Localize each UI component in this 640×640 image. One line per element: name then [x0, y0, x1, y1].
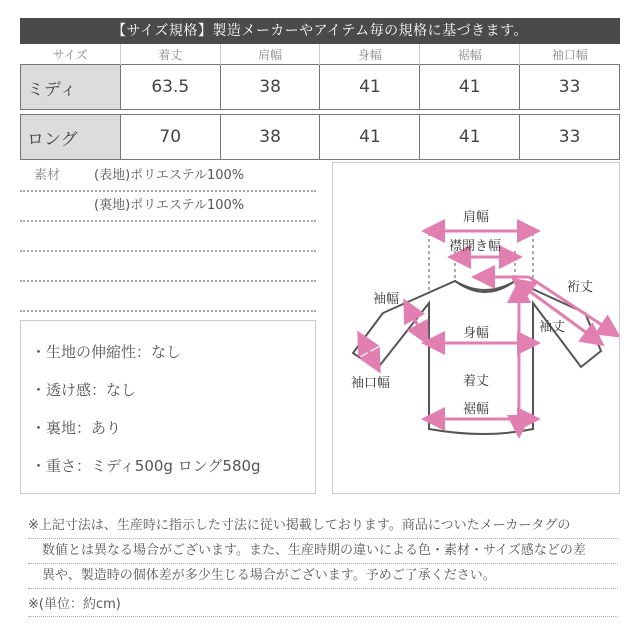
cell-hem-width: 41: [420, 115, 520, 160]
material-section: [20, 162, 316, 312]
material-lining: (裏地)ポリエステル100%: [94, 198, 245, 213]
row-label: ミディ: [21, 65, 121, 110]
property-sheerness: ・透け感：なし: [31, 381, 137, 399]
property-stretch: ・生地の伸縮性：なし: [31, 343, 182, 361]
label-neck-width: 襟開き幅: [449, 239, 502, 254]
size-table-header-row: [21, 44, 620, 65]
col-header-hem-width: 裾幅: [420, 44, 520, 65]
cell-hem-width: 41: [420, 65, 520, 110]
unit-note: ※(単位：約cm): [28, 594, 618, 617]
garment-diagram-svg: [333, 163, 619, 493]
cell-length: 63.5: [120, 65, 220, 110]
label-shoulder: 肩幅: [463, 210, 490, 225]
cell-shoulder: 38: [220, 65, 320, 110]
col-header-cuff-width: 袖口幅: [520, 44, 620, 65]
material-label: 素材: [34, 168, 61, 183]
cell-length: 70: [120, 115, 220, 160]
properties-box: [20, 320, 316, 494]
material-line: [20, 192, 316, 222]
measurement-diagram: [332, 162, 620, 494]
property-weight: ・重さ：ミディ500g ロング580g: [31, 457, 261, 475]
col-header-size: サイズ: [52, 47, 88, 62]
col-header-length: 着丈: [120, 44, 220, 65]
label-hem: 裾幅: [463, 402, 490, 417]
note-line: ※上記寸法は、生産時に指示した寸法に従い掲載しております。商品についたメーカータグの: [28, 514, 618, 539]
cell-cuff-width: 33: [520, 115, 620, 160]
label-cuff: 袖口幅: [351, 376, 391, 391]
cell-cuff-width: 33: [520, 65, 620, 110]
cell-body-width: 41: [320, 115, 420, 160]
label-length: 着丈: [463, 374, 490, 389]
material-outer: (表地)ポリエステル100%: [94, 168, 245, 183]
row-label: ロング: [21, 115, 121, 160]
label-sleeve-width: 袖幅: [373, 292, 400, 307]
size-spec-header: 【サイズ規格】製造メーカーやアイテム毎の規格に基づきます。: [20, 18, 620, 44]
material-line: [20, 162, 316, 192]
notes-section: [28, 514, 618, 589]
table-row-midi: [21, 65, 620, 110]
table-row-long: [21, 115, 620, 160]
size-table: [20, 44, 620, 160]
note-line: 数値とは異なる場合がございます。また、生産時期の違いによる色・素材・サイズ感などの差: [28, 539, 618, 564]
label-sleeve-length: 袖丈: [539, 320, 566, 335]
label-body-width: 身幅: [463, 326, 490, 341]
cell-body-width: 41: [320, 65, 420, 110]
material-line-empty: [20, 252, 316, 282]
material-line-empty: [20, 222, 316, 252]
cell-shoulder: 38: [220, 115, 320, 160]
material-line-empty: [20, 282, 316, 312]
note-line: 異や、製造時の個体差が多少生じる場合がございます。予めご了承ください。: [28, 564, 618, 589]
label-yuki: 裄丈: [567, 280, 594, 295]
col-header-body-width: 身幅: [320, 44, 420, 65]
property-lining: ・裏地：あり: [31, 419, 122, 437]
col-header-shoulder: 肩幅: [220, 44, 320, 65]
